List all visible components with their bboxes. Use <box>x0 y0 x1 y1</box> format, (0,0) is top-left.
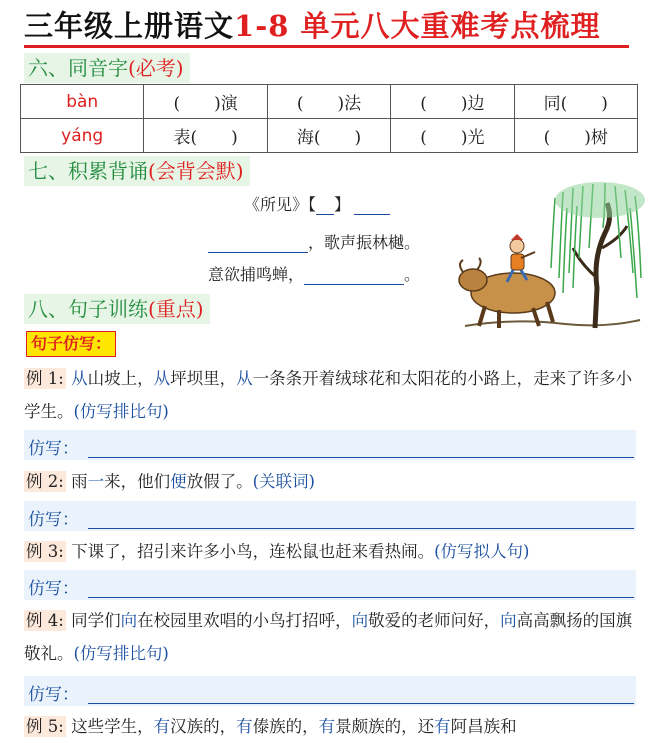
table-row <box>21 119 638 153</box>
keyword: 有 <box>236 717 253 736</box>
example-text: 雨 <box>71 472 88 491</box>
write-line[interactable] <box>24 676 636 706</box>
example-text: 同学们 <box>71 611 121 630</box>
write-label: 仿写： <box>28 579 79 599</box>
section-6-title: 六、同音字 <box>28 56 128 80</box>
example-text: 山坡上， <box>87 369 154 388</box>
poem-line-2-text: 意欲捕鸣蝉， <box>208 265 305 284</box>
poem-title: 《所见》【 <box>244 195 317 214</box>
example-label: 例 1: <box>26 369 64 388</box>
write-label: 仿写： <box>28 510 79 530</box>
example-3 <box>24 535 636 568</box>
section-6-heading <box>24 53 190 83</box>
fill-cell: ( )演 <box>144 85 267 119</box>
poem-line-1-text: ，歌声振林樾。 <box>308 233 421 252</box>
poem-title-line <box>244 192 390 215</box>
keyword: 向 <box>500 611 517 630</box>
example-label: 例 4: <box>26 611 64 630</box>
homophone-table <box>20 84 638 153</box>
example-text: 敬爱的老师问好， <box>368 611 501 630</box>
example-text: 下课了，招引来许多小鸟，连松鼠也赶来看热闹。 <box>71 542 435 561</box>
pinyin-cell: yáng <box>21 119 144 153</box>
table-row <box>21 85 638 119</box>
example-note: (关联词) <box>252 472 315 491</box>
keyword: 向 <box>120 611 138 630</box>
section-8-title: 八、句子训练 <box>28 297 148 321</box>
example-text: 高高飘扬的国旗敬礼。 <box>24 611 633 663</box>
fill-cell: ( )树 <box>514 119 637 153</box>
title-red: 1-8 单元八大重难考点梳理 <box>234 9 601 43</box>
poem-blank-1 <box>208 234 308 253</box>
example-1 <box>24 362 636 428</box>
keyword: 从 <box>71 369 88 388</box>
poem-title-end: 】 <box>334 195 351 214</box>
example-label: 例 2: <box>26 472 64 491</box>
example-4 <box>24 604 636 670</box>
pinyin-cell: bàn <box>21 85 144 119</box>
write-line[interactable] <box>24 570 636 600</box>
section-8-heading <box>24 294 210 324</box>
keyword: 从 <box>153 369 171 388</box>
section-7-note: (会背会默) <box>148 159 244 183</box>
dynasty-blank <box>316 196 334 215</box>
fill-cell: ( )边 <box>391 85 514 119</box>
title-underline <box>24 45 629 48</box>
section-7-heading <box>24 156 250 186</box>
keyword: 一 <box>87 472 105 491</box>
boy-riding-ox-under-willow-illustration <box>455 178 645 336</box>
keyword: 有 <box>318 717 336 736</box>
keyword: 从 <box>236 369 253 388</box>
poem-blank-2 <box>304 266 404 285</box>
example-2 <box>24 465 636 498</box>
write-line[interactable] <box>24 430 636 460</box>
fill-cell: 同( ) <box>514 85 637 119</box>
example-text: 这些学生， <box>71 717 154 736</box>
sentence-imitation-tag: 句子仿写： <box>26 331 116 357</box>
example-text: 来，他们 <box>104 472 171 491</box>
write-label: 仿写： <box>28 685 79 705</box>
write-underline <box>88 457 634 458</box>
example-note: (仿写拟人句) <box>434 542 530 561</box>
write-line[interactable] <box>24 501 636 531</box>
section-7-title: 七、积累背诵 <box>28 159 148 183</box>
poem-line-1 <box>208 230 420 253</box>
write-underline <box>88 703 634 704</box>
example-label: 例 3: <box>26 542 64 561</box>
section-8-note: (重点) <box>148 297 204 321</box>
fill-cell: ( )光 <box>391 119 514 153</box>
write-underline <box>88 528 634 529</box>
example-text: 放假了。 <box>186 472 253 491</box>
example-text: 景颇族的，还 <box>335 717 435 736</box>
poem-line-2 <box>208 262 420 285</box>
example-text: 在校园里欢唱的小鸟打招呼， <box>137 611 352 630</box>
author-blank <box>354 196 390 215</box>
section-6-note: (必考) <box>128 56 184 80</box>
fill-cell: ( )法 <box>267 85 390 119</box>
example-label: 例 5: <box>26 717 64 736</box>
poem-line-2-end: 。 <box>404 265 421 284</box>
title-black: 三年级上册语文 <box>24 9 235 43</box>
keyword: 有 <box>434 717 451 736</box>
keyword: 有 <box>153 717 171 736</box>
example-5 <box>24 710 636 743</box>
fill-cell: 表( ) <box>144 119 267 153</box>
example-text: 坪坝里， <box>170 369 237 388</box>
keyword: 向 <box>351 611 369 630</box>
write-underline <box>88 597 634 598</box>
write-label: 仿写： <box>28 439 79 459</box>
page-title <box>24 4 634 48</box>
example-text: 一条条开着绒球花和太阳花的小路上，走来了许多小学生。 <box>24 369 633 421</box>
keyword: 便 <box>170 472 187 491</box>
fill-cell: 海( ) <box>267 119 390 153</box>
example-text: 傣族的， <box>252 717 319 736</box>
example-text: 阿昌族和 <box>450 717 517 736</box>
example-note: (仿写排比句) <box>73 402 169 421</box>
example-text: 汉族的， <box>170 717 237 736</box>
example-note: (仿写排比句) <box>73 644 169 663</box>
